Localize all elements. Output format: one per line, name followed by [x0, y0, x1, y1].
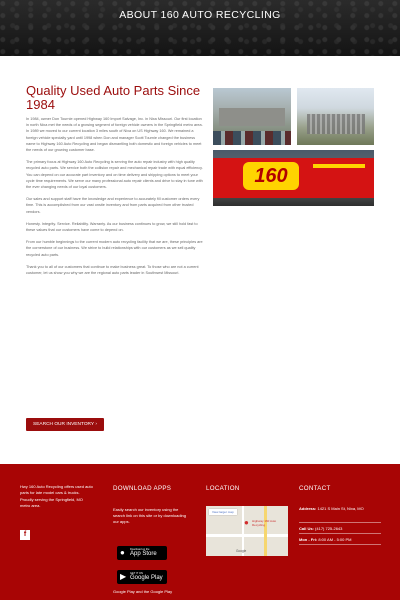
page-title: ABOUT 160 AUTO RECYCLING: [119, 9, 281, 21]
location-title: LOCATION: [206, 485, 240, 492]
about-text: [26, 116, 204, 282]
location-map[interactable]: [206, 506, 288, 556]
apps-title: DOWNLOAD APPS: [113, 485, 172, 492]
map-brand: Google: [236, 549, 247, 553]
facebook-icon[interactable]: f: [20, 530, 30, 540]
map-pin-label: Highway 160 Auto Recycling: [252, 519, 277, 527]
apple-icon: ●: [120, 548, 125, 557]
google-play-button[interactable]: ▶ GET IT ON Google Play: [117, 570, 167, 584]
about-paragraph: Honesty. Integrity. Service. Reliability. Warranty. As our business continues to grow, we still hold fast to these values that our customers have come to depend on.: [26, 221, 198, 233]
play-icon: ▶: [120, 572, 127, 581]
about-paragraph: Our sales and support staff have the knowledge and experience to accurately fill customer orders every time. This is accomplished from our vast onsite inventory and from parts acquired from other trusted vendors.: [26, 197, 200, 214]
race-car-photo: [213, 150, 374, 206]
about-paragraph: From our humble beginnings to the current modern auto recycling facility that we are, these principles are the cornerstone of our business. We strive to build relationships with our customers as we sell quality recycled auto parts.: [26, 240, 203, 257]
contact-address: Address: 1421 S Main St, Nixa, MO: [299, 506, 364, 511]
about-paragraph: The primary focus at Highway 160 Auto Recycling is serving the auto repair industry with high quality recycled auto parts. We service both the collision repair and mechanical repair trade with equal efficiency. You can depend on our accurate part inventory and on time delivery and shipping options to meet your cycle time requirements. We serve our many professional auto repair clients and drive to stay in tune with the ever changing needs of our loyal customers.: [26, 160, 203, 190]
page-hero: [0, 0, 400, 56]
footer-intro: [20, 484, 94, 510]
section-heading: Quality Used Auto Parts Since 1984: [26, 83, 201, 112]
footer-intro-text: Hwy 160 Auto Recycling offers used auto parts for late model cars & trucks. Proudly serving the Springfield, MO metro area.: [20, 484, 93, 509]
contact-hours: Mon - Fri: 8:00 AM - 5:00 PM: [299, 537, 352, 542]
about-paragraph: In 1984, owner Don Tournie opened Highway 160 Import Salvage, Inc. in Nixa Missouri. Our first location in north Nixa met the needs of a growing segment of foreign vehicle owners in the Springfield metro area. In 1989 we moved to our current location 3 miles south of Nixa on US Highway 160. We remained a foreign vehicle specialty yard until 1998 when Don and manager Scott Tournie changed the business name to Highway 160 Auto Recycling and began dismantling both domestic and foreign vehicles to meet the needs of our growing customer base.: [26, 117, 203, 153]
google-play-caption: Google Play and the Google Play: [113, 589, 173, 594]
race-car-number: 160: [243, 162, 299, 190]
app-store-button[interactable]: ● Download on the App Store: [117, 546, 167, 560]
building-photo: [213, 88, 291, 145]
contact-title: CONTACT: [299, 485, 331, 492]
view-larger-map-link[interactable]: View larger map: [209, 509, 237, 515]
about-paragraph: Thank you to all of our customers that continue to make business great. To those who are not a current customer, let us show you why we are the regional auto parts leader in Southwest Missouri.: [26, 264, 199, 276]
map-pin-icon: ●: [244, 518, 249, 527]
search-inventory-button[interactable]: SEARCH OUR INVENTORY ›: [26, 418, 104, 431]
aerial-photo: [297, 88, 374, 145]
contact-phone[interactable]: Call Us: (417) 725-2643: [299, 526, 343, 531]
apps-text: Easily search our inventory using the search link on this site or by downloading our apps.: [113, 507, 186, 525]
